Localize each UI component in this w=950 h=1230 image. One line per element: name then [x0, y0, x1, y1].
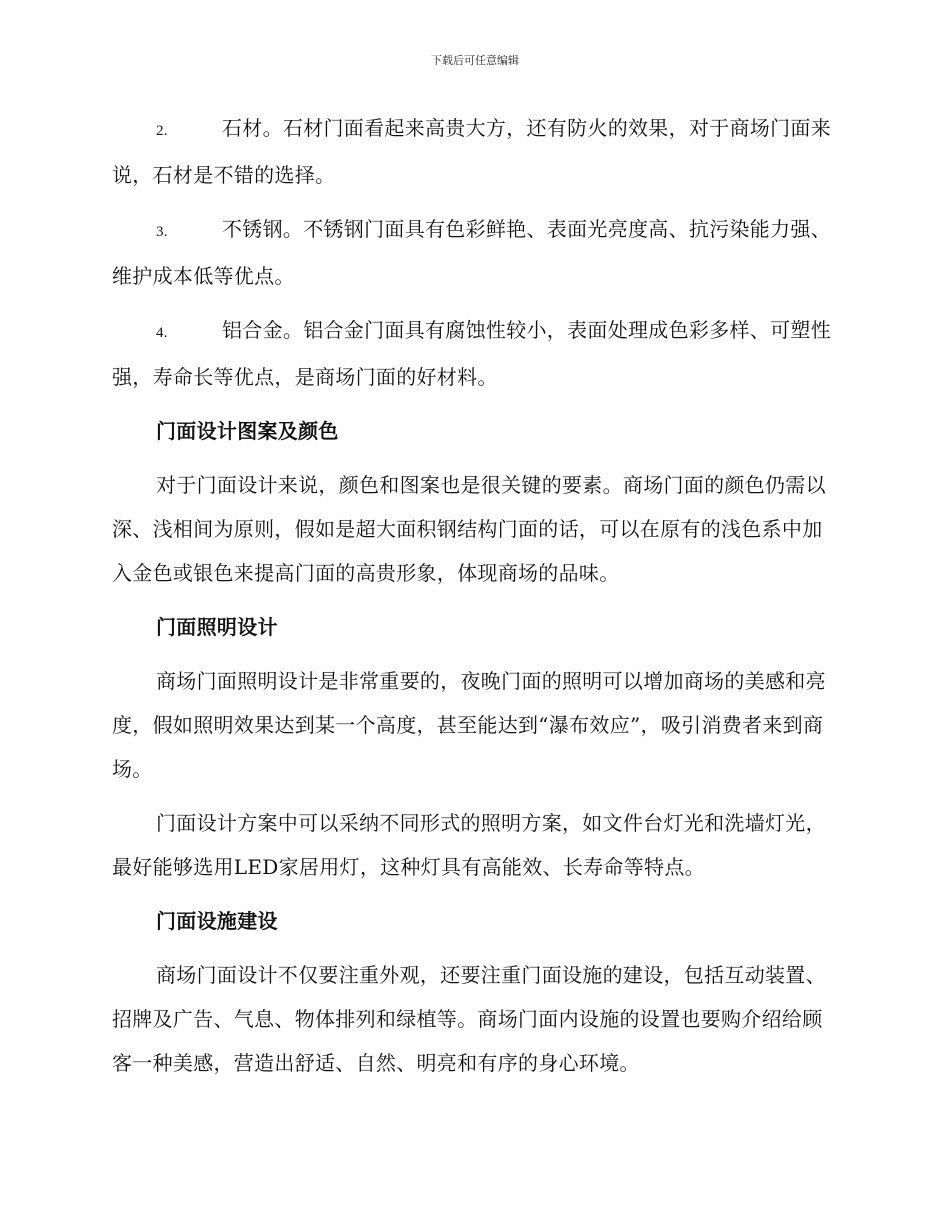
page-header: 下载后可任意编辑	[431, 54, 519, 67]
section-heading-facilities: 门面设施建设	[156, 909, 278, 933]
paragraph-facilities: 商场门面设计不仅要注重外观，还要注重门面设施的建设，包括互动装置、招牌及广告、气息、物体排列和绿植等。商场门面内设施的设置也要购介绍给顾客一种美感，营造出舒适、自然、明亮和有序的身心环境。	[112, 963, 826, 1075]
paragraph-lighting-2: 门面设计方案中可以采纳不同形式的照明方案，如文件台灯光和洗墙灯光，最好能够选用LED家居用灯，这种灯具有高能效、长寿命等特点。	[112, 811, 826, 879]
list-item-text: 石材。石材门面看起来高贵大方，还有防火的效果，对于商场门面来说，石材是不错的选择。	[112, 116, 831, 187]
list-item	[112, 106, 832, 197]
list-item-number: 4.	[156, 325, 168, 341]
paragraph-lighting-1: 商场门面照明设计是非常重要的，夜晚门面的照明可以增加商场的美感和亮度，假如照明效果达到某一个高度，甚至能达到“瀑布效应”，吸引消费者来到商场。	[112, 669, 826, 781]
paragraph-pattern-color: 对于门面设计来说，颜色和图案也是很关键的要素。商场门面的颜色仍需以深、浅相间为原则，假如是超大面积钢结构门面的话，可以在原有的浅色系中加入金色或银色来提高门面的高贵形象，体现商场的品味。	[112, 473, 826, 585]
list-item-text: 不锈钢。不锈钢门面具有色彩鲜艳、表面光亮度高、抗污染能力强、维护成本低等优点。	[112, 217, 831, 288]
list-item	[112, 308, 832, 399]
document-body	[112, 106, 832, 1095]
list-item-text: 铝合金。铝合金门面具有腐蚀性较小，表面处理成色彩多样、可塑性强，寿命长等优点，是商场门面的好材料。	[112, 318, 831, 389]
section-heading-lighting: 门面照明设计	[156, 615, 278, 639]
list-item	[112, 207, 832, 298]
list-item-number: 2.	[156, 123, 168, 139]
section-heading-pattern-color: 门面设计图案及颜色	[156, 419, 339, 443]
list-item-number: 3.	[156, 224, 168, 240]
